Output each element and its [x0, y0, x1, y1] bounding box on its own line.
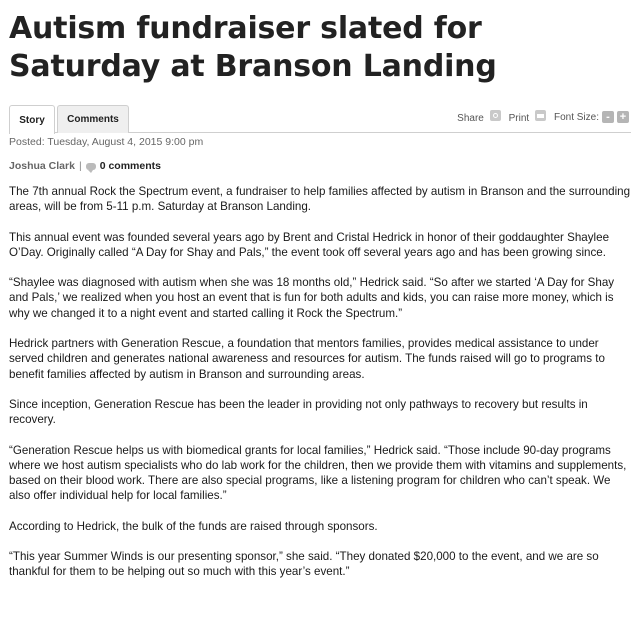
article-tools [457, 110, 629, 124]
author-link[interactable]: Joshua Clark [9, 160, 75, 172]
article-paragraph: According to Hedrick, the bulk of the funds are raised through sponsors. [9, 519, 378, 533]
comment-bubble-icon [86, 163, 96, 170]
tab-story[interactable]: Story [9, 105, 55, 134]
print-icon [535, 110, 546, 121]
article-paragraph: “Generation Rescue helps us with biomedical grants for local families,” Hedrick said. “Those include 90-day programs where we host autism specialists who do lab work for the children, then we provide them with vitamins and supplements, based on their blood work. There are also special programs, like a listening program for children who can’t speak. We also offer individual help for local families.” [9, 443, 627, 503]
font-size-decrease-button[interactable]: - [602, 111, 614, 123]
article-headline: Autism fundraiser slated for Saturday at Branson Landing [9, 11, 497, 84]
article-paragraph: “Shaylee was diagnosed with autism when she was 18 months old,” Hedrick said. “So after we started ‘A Day for Shay and Pals,’ we realized when you host an event that is fun for both adults and kids, you can raise more money, which is why we changed it to a night event and started calling it Rock the Spectrum.” [9, 276, 615, 320]
posted-date: Posted: Tuesday, August 4, 2015 9:00 pm [9, 136, 204, 148]
article-paragraph: This annual event was founded several years ago by Brent and Cristal Hedrick in honor of their goddaughter Shaylee O’Day. Originally called “A Day for Shay and Pals,” the event took off several years ago and has been growing since. [9, 230, 610, 259]
print-label: Print [508, 113, 530, 124]
article-paragraph: The 7th annual Rock the Spectrum event, a fundraiser to help families affected by autism in Branson and the surrounding areas, will be from 5-11 p.m. Saturday at Branson Landing. [9, 185, 631, 214]
print-button[interactable] [509, 110, 546, 124]
article-paragraph: “This year Summer Winds is our presenting sponsor,” she said. “They donated $20,000 to the event, and we are so thankful for them to be helping out so much with this year’s event.” [9, 550, 599, 579]
tab-comments[interactable]: Comments [57, 105, 129, 133]
comments-count-link[interactable]: 0 comments [99, 160, 161, 172]
byline-separator: | [78, 160, 82, 172]
article-body [9, 184, 631, 595]
share-label: Share [457, 113, 484, 124]
font-size-increase-button[interactable]: + [617, 111, 629, 123]
byline [9, 160, 161, 172]
share-button[interactable] [457, 110, 500, 124]
article-paragraph: Since inception, Generation Rescue has been the leader in providing not only pathways to recovery but results in recovery. [9, 397, 588, 427]
article-paragraph: Hedrick partners with Generation Rescue, a foundation that mentors families, provides medical assistance to under served children and generates national awareness and resources for autism. The funds raised will go to programs to benefit families affected by autism in Branson and surrounding areas. [9, 337, 605, 381]
share-icon [490, 110, 501, 121]
font-size-label: Font Size: [553, 111, 599, 123]
